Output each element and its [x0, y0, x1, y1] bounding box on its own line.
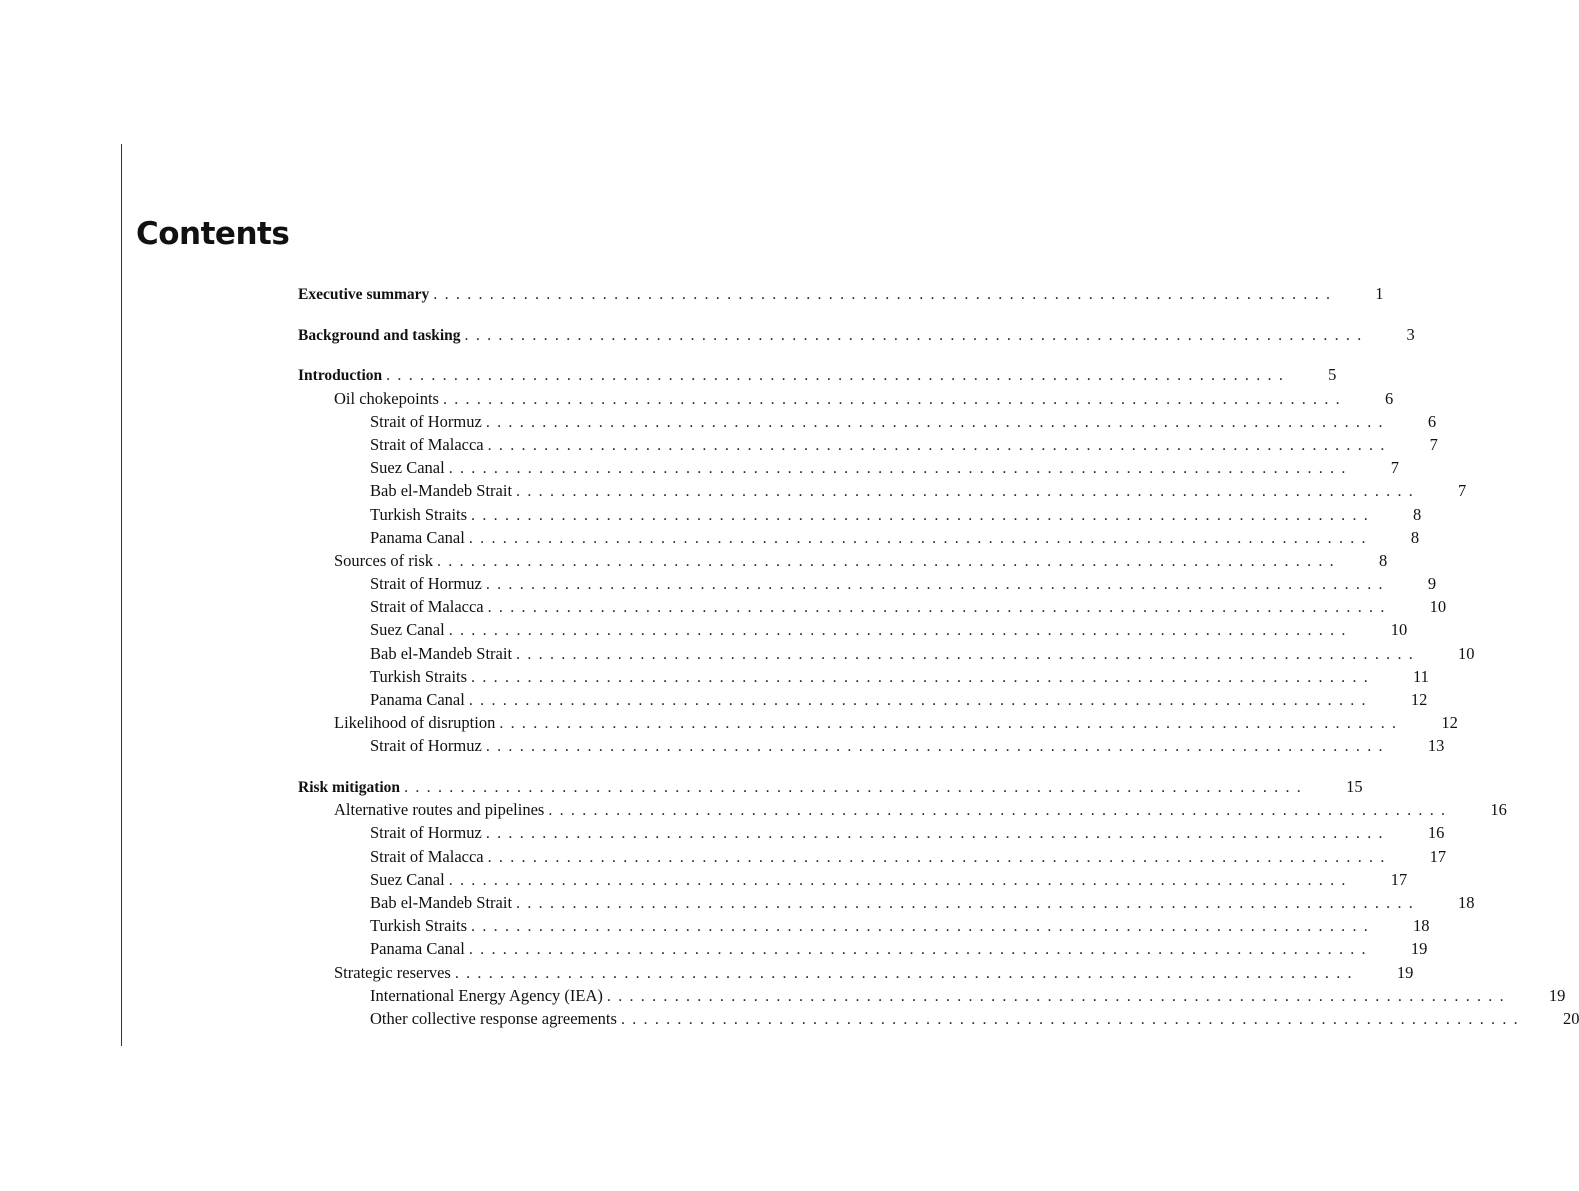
toc-page-number: 11 [1413, 666, 1429, 686]
page-title: Contents [136, 216, 290, 252]
toc-page-number: 1 [1375, 284, 1384, 303]
dot-leader: ................................................................................ [620, 1010, 1525, 1028]
toc-entry-label: Turkish Straits [370, 666, 468, 686]
toc-subsubsection[interactable] [298, 734, 1445, 757]
toc-page-number: 17 [1429, 846, 1447, 866]
toc-subsection[interactable] [298, 798, 1507, 821]
toc-page-number: 19 [1410, 939, 1428, 959]
dot-leader: ................................................................................ [471, 668, 1376, 686]
toc-page-number: 17 [1390, 869, 1408, 889]
toc-page-number: 7 [1458, 481, 1467, 501]
toc-page-number: 10 [1458, 643, 1475, 663]
toc-subsubsection[interactable] [298, 665, 1429, 688]
dot-leader: ................................................................................ [516, 483, 1421, 501]
table-of-contents [298, 282, 1579, 1048]
toc-section-block [298, 282, 1384, 305]
toc-page-number: 8 [1413, 504, 1422, 524]
toc-page-number: 8 [1378, 550, 1388, 570]
toc-subsubsection[interactable] [298, 410, 1437, 433]
toc-page-number: 5 [1328, 365, 1337, 385]
toc-entry-label: Strait of Hormuz [370, 736, 482, 756]
dot-leader: ................................................................................ [499, 715, 1404, 733]
toc-subsubsection[interactable] [298, 821, 1445, 844]
toc-page-number: 16 [1490, 800, 1507, 820]
toc-entry-label: Panama Canal [370, 690, 465, 709]
toc-entry-label: Bab el-Mandeb Strait [370, 893, 513, 912]
dot-leader: ................................................................................ [487, 436, 1392, 454]
dot-leader: ................................................................................ [468, 692, 1373, 709]
toc-subsubsection[interactable] [298, 914, 1430, 937]
toc-entry-label: Strait of Hormuz [370, 411, 482, 431]
dot-leader: ................................................................................ [548, 802, 1453, 820]
toc-entry-label: Bab el-Mandeb Strait [370, 481, 513, 501]
toc-subsubsection[interactable] [298, 984, 1566, 1007]
toc-section-block [298, 323, 1415, 346]
toc-section-0[interactable] [298, 282, 1384, 305]
toc-entry-label: International Energy Agency (IEA) [370, 985, 603, 1005]
toc-subsection[interactable] [298, 387, 1394, 410]
toc-section-2[interactable] [298, 363, 1337, 386]
toc-subsection[interactable] [298, 961, 1414, 984]
dot-leader: ................................................................................ [448, 871, 1353, 889]
toc-entry-label: Introduction [298, 367, 383, 385]
toc-entry-label: Panama Canal [370, 939, 465, 959]
toc-entry-label: Other collective response agreements [370, 1008, 617, 1028]
toc-subsection[interactable] [298, 711, 1458, 734]
toc-subsubsection[interactable] [298, 891, 1475, 914]
toc-page-number: 18 [1413, 916, 1430, 936]
toc-page-number: 3 [1406, 324, 1415, 344]
toc-entry-label: Strait of Malacca [370, 846, 484, 866]
toc-subsubsection[interactable] [298, 937, 1428, 960]
toc-entry-label: Suez Canal [370, 869, 445, 889]
toc-subsubsection[interactable] [298, 456, 1399, 479]
dot-leader: ................................................................................ [433, 286, 1338, 303]
toc-subsubsection[interactable] [298, 642, 1475, 665]
toc-subsubsection[interactable] [298, 618, 1408, 641]
toc-page-number: 10 [1390, 620, 1408, 640]
toc-entry-label: Background and tasking [298, 326, 461, 344]
toc-section-block [298, 363, 1475, 757]
toc-entry-label: Panama Canal [370, 527, 465, 547]
toc-entry-label: Suez Canal [370, 458, 445, 478]
dot-leader: ................................................................................ [404, 779, 1309, 797]
dot-leader: ................................................................................ [485, 576, 1390, 594]
toc-entry-label: Alternative routes and pipelines [334, 800, 545, 820]
toc-entry-label: Executive summary [298, 286, 430, 303]
toc-entry-label: Bab el-Mandeb Strait [370, 643, 513, 663]
toc-subsection[interactable] [298, 549, 1388, 572]
toc-page-number: 15 [1346, 777, 1363, 797]
toc-page-number: 6 [1427, 411, 1437, 431]
toc-entry-label: Turkish Straits [370, 916, 468, 936]
toc-entry-label: Risk mitigation [298, 779, 401, 797]
toc-entry-label: Sources of risk [334, 550, 433, 570]
toc-page-number: 19 [1548, 985, 1566, 1005]
dot-leader: ................................................................................ [454, 964, 1359, 982]
toc-entry-label: Oil chokepoints [334, 388, 439, 408]
toc-subsubsection[interactable] [298, 479, 1467, 502]
toc-entry-label: Suez Canal [370, 620, 445, 640]
toc-entry-label: Strait of Hormuz [370, 823, 482, 843]
toc-subsubsection[interactable] [298, 433, 1438, 456]
toc-page-number: 16 [1427, 823, 1445, 843]
dot-leader: ................................................................................ [471, 506, 1376, 524]
toc-subsubsection[interactable] [298, 845, 1447, 868]
toc-page-number: 18 [1458, 893, 1475, 912]
toc-section-3[interactable] [298, 775, 1363, 798]
dot-leader: ................................................................................ [464, 326, 1369, 344]
dot-leader: ................................................................................ [386, 367, 1291, 385]
toc-subsubsection[interactable] [298, 868, 1408, 891]
dot-leader: ................................................................................ [468, 941, 1373, 959]
toc-page-number: 12 [1441, 713, 1458, 733]
toc-entry-label: Turkish Straits [370, 504, 468, 524]
toc-page-number: 7 [1390, 458, 1399, 478]
toc-page-number: 13 [1427, 736, 1445, 756]
dot-leader: ................................................................................ [516, 895, 1421, 912]
toc-page-number: 6 [1384, 388, 1394, 408]
dot-leader: ................................................................................ [442, 390, 1347, 408]
dot-leader: ................................................................................ [487, 599, 1392, 617]
toc-entry-label: Likelihood of disruption [334, 713, 496, 733]
toc-page-number: 10 [1429, 597, 1447, 617]
dot-leader: ................................................................................ [606, 987, 1511, 1005]
dot-leader: ................................................................................ [448, 460, 1353, 478]
toc-entry-label: Strait of Malacca [370, 597, 484, 617]
dot-leader: ................................................................................ [516, 645, 1421, 663]
toc-entry-label: Strait of Malacca [370, 434, 484, 454]
dot-leader: ................................................................................ [485, 738, 1390, 756]
toc-subsubsection[interactable] [298, 503, 1422, 526]
dot-leader: ................................................................................ [448, 622, 1353, 640]
toc-subsubsection[interactable] [298, 572, 1437, 595]
dot-leader: ................................................................................ [471, 918, 1376, 936]
toc-page-number: 9 [1427, 574, 1437, 594]
dot-leader: ................................................................................ [436, 552, 1341, 570]
toc-page-number: 12 [1410, 690, 1428, 709]
dot-leader: ................................................................................ [485, 825, 1390, 843]
toc-entry-label: Strait of Hormuz [370, 574, 482, 594]
toc-page-number: 20 [1562, 1008, 1579, 1028]
margin-rule [121, 144, 122, 1046]
toc-entry-label: Strategic reserves [334, 962, 451, 982]
dot-leader: ................................................................................ [487, 848, 1392, 866]
toc-subsubsection[interactable] [298, 595, 1447, 618]
toc-page-number: 8 [1410, 527, 1420, 547]
toc-subsubsection[interactable] [298, 688, 1428, 711]
toc-section-1[interactable] [298, 323, 1415, 346]
toc-subsubsection[interactable] [298, 526, 1420, 549]
toc-section-block [298, 775, 1579, 1030]
toc-page-number: 7 [1429, 434, 1438, 454]
dot-leader: ................................................................................ [468, 529, 1373, 547]
dot-leader: ................................................................................ [485, 413, 1390, 431]
toc-page-number: 19 [1396, 962, 1414, 982]
toc-subsubsection[interactable] [298, 1007, 1579, 1030]
